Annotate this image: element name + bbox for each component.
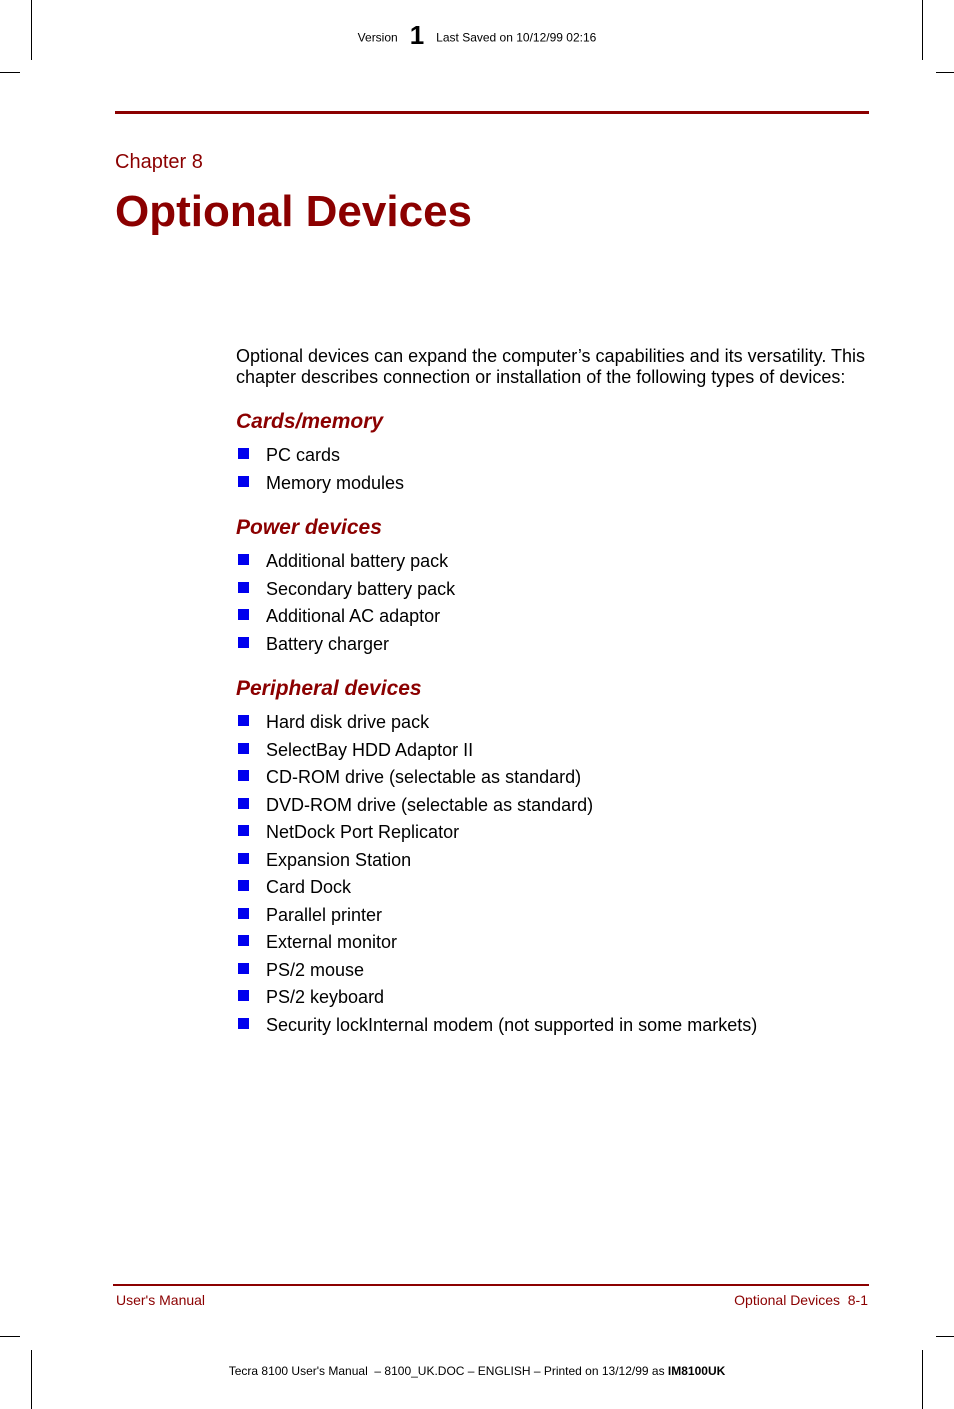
page-title: Optional Devices (115, 187, 473, 236)
print-line (0, 1364, 954, 1378)
list-item-text: Hard disk drive pack (266, 712, 430, 732)
list-item (236, 631, 876, 659)
list-item (236, 709, 876, 737)
last-saved: Last Saved on 10/12/99 02:16 (436, 30, 597, 45)
crop-mark (0, 1336, 20, 1337)
list-item-text: Parallel printer (266, 904, 383, 925)
square-bullet-icon (238, 448, 249, 459)
list-item-text: Battery charger (266, 633, 390, 654)
crop-mark (0, 72, 20, 73)
square-bullet-icon (238, 990, 249, 1001)
chapter-label: Chapter 8 (115, 151, 203, 173)
list-item (236, 548, 876, 576)
list-item-text: Secondary battery pack (266, 578, 456, 599)
square-bullet-icon (238, 935, 249, 946)
square-bullet-icon (238, 908, 249, 919)
list-item (236, 874, 876, 902)
print-line-text: Tecra 8100 User's Manual – 8100_UK.DOC – ENGLISH – Printed on 13/12/99 as (228, 1364, 668, 1378)
list-item (236, 576, 876, 604)
intro-paragraph: Optional devices can expand the computer’s capabilities and its versatility. This chapter describes connection or installation of the following types of devices: (236, 346, 865, 387)
top-rule (115, 111, 869, 114)
list-item (236, 442, 876, 470)
square-bullet-icon (238, 770, 249, 781)
sections (236, 409, 876, 1039)
square-bullet-icon (238, 582, 249, 593)
list-item (236, 603, 876, 631)
document-header (0, 22, 954, 53)
bullet-list (236, 442, 876, 497)
list-item (236, 1012, 876, 1040)
bullet-list (236, 548, 876, 658)
crop-mark (936, 72, 954, 73)
list-item (236, 819, 876, 847)
footer-right: Optional Devices 8-1 (734, 1292, 868, 1308)
list-item-text: CD-ROM drive (selectable as standard) (266, 767, 582, 787)
version-label: Version (357, 30, 398, 45)
square-bullet-icon (238, 609, 249, 620)
print-line-code: IM8100UK (667, 1364, 726, 1378)
version-number: 1 (409, 20, 425, 50)
square-bullet-icon (238, 637, 249, 648)
crop-mark (31, 1350, 32, 1409)
list-item (236, 764, 876, 792)
square-bullet-icon (238, 853, 249, 864)
list-item-text: SelectBay HDD Adaptor II (266, 739, 474, 760)
list-item (236, 737, 876, 765)
list-item (236, 984, 876, 1012)
section-heading: Peripheral devices (236, 677, 422, 700)
list-item (236, 929, 876, 957)
crop-mark (922, 1350, 923, 1409)
list-item-text: Security lockInternal modem (not supported in some markets) (266, 1014, 758, 1035)
list-item (236, 470, 876, 498)
list-item-text: Expansion Station (266, 849, 412, 870)
square-bullet-icon (238, 476, 249, 487)
square-bullet-icon (238, 554, 249, 565)
list-item-text: Additional AC adaptor (266, 606, 441, 626)
footer-rule (113, 1284, 869, 1286)
list-item-text: PC cards (266, 445, 341, 465)
square-bullet-icon (238, 1018, 249, 1029)
list-item (236, 957, 876, 985)
list-item-text: Card Dock (266, 877, 352, 897)
main-content (236, 346, 876, 1039)
bullet-list (236, 709, 876, 1039)
square-bullet-icon (238, 825, 249, 836)
list-item-text: PS/2 keyboard (266, 987, 385, 1007)
square-bullet-icon (238, 880, 249, 891)
section-heading: Cards/memory (236, 410, 384, 433)
list-item (236, 902, 876, 930)
list-item-text: NetDock Port Replicator (266, 822, 460, 842)
crop-mark (936, 1336, 954, 1337)
footer-left: User's Manual (116, 1292, 206, 1308)
square-bullet-icon (238, 963, 249, 974)
list-item-text: Memory modules (266, 472, 405, 493)
square-bullet-icon (238, 715, 249, 726)
section-heading: Power devices (236, 516, 382, 539)
list-item-text: Additional battery pack (266, 551, 449, 571)
square-bullet-icon (238, 798, 249, 809)
list-item (236, 847, 876, 875)
list-item-text: PS/2 mouse (266, 959, 365, 980)
list-item-text: External monitor (266, 932, 398, 952)
list-item (236, 792, 876, 820)
square-bullet-icon (238, 743, 249, 754)
list-item-text: DVD-ROM drive (selectable as standard) (266, 794, 594, 815)
